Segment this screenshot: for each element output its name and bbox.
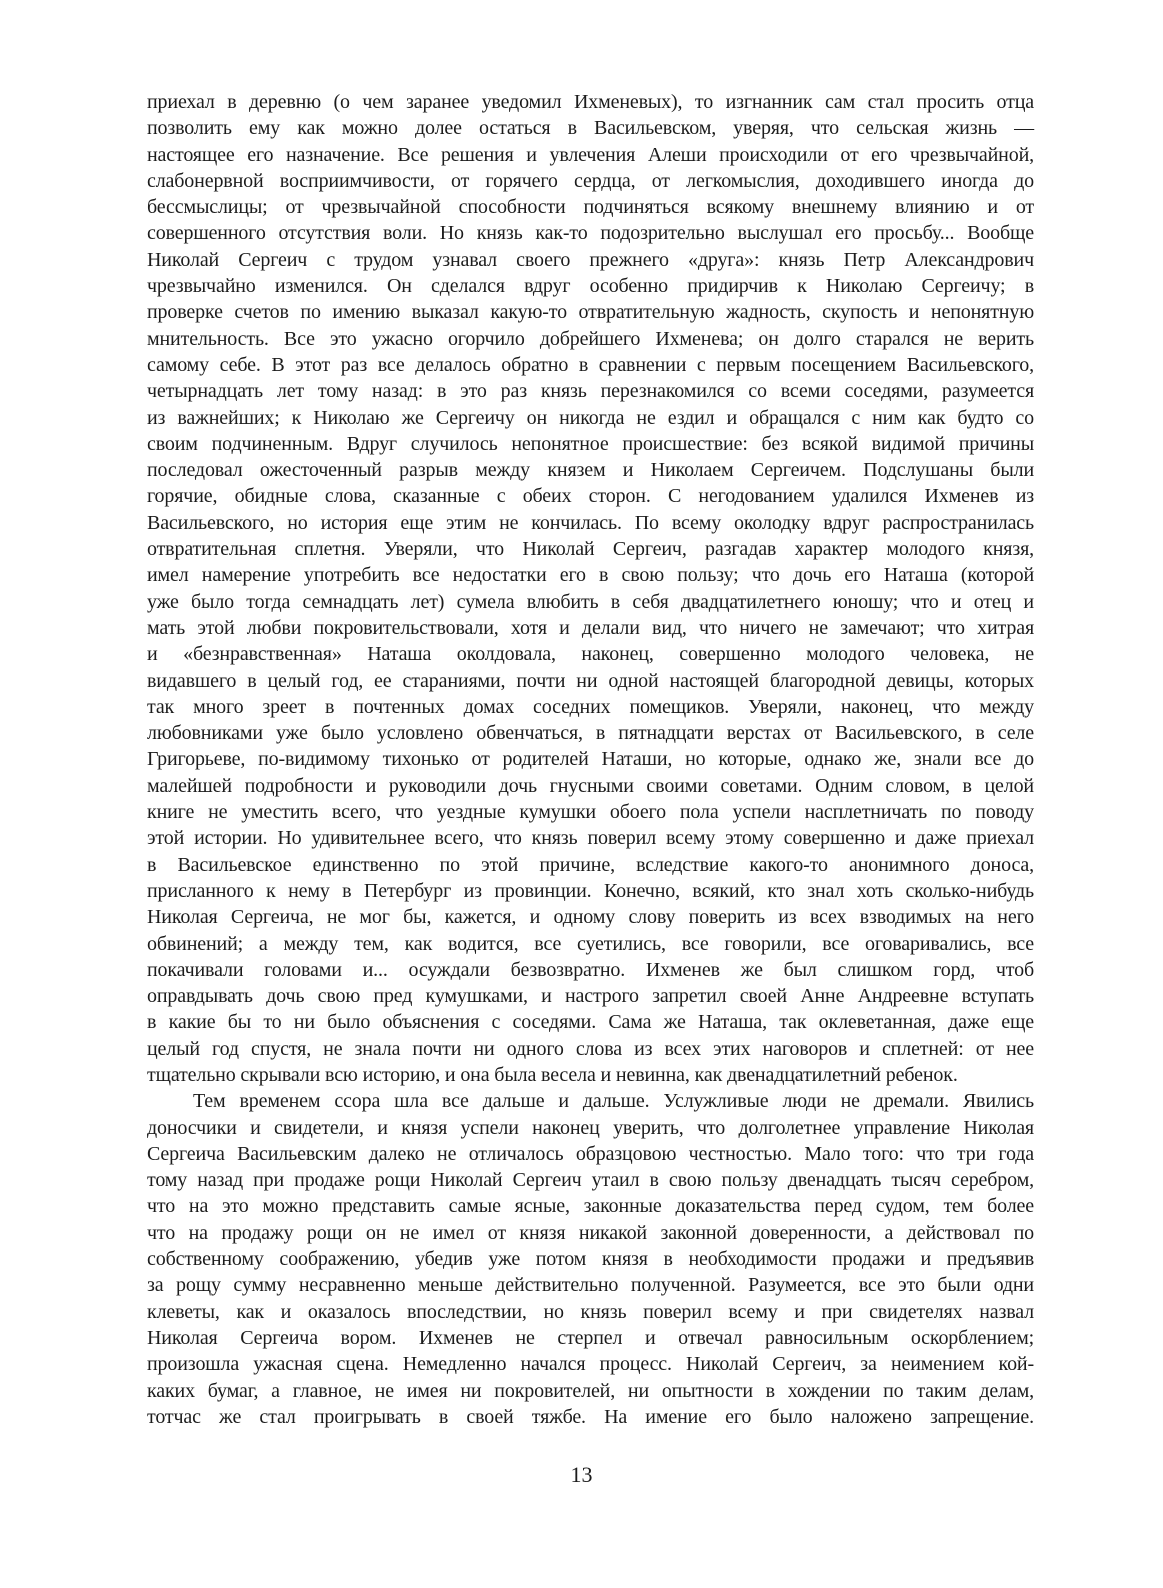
- text-line: малейшей подробности и руководили дочь гнусными своими советами. Одним словом, в целой: [147, 774, 1034, 797]
- text-line: из важнейших; к Николаю же Сергеичу он никогда не ездил и обращался с ним как будто со: [147, 406, 1034, 429]
- text-line: в какие бы то ни было объяснения с соседями. Сама же Наташа, так оклеветанная, даже еще: [147, 1011, 1034, 1034]
- text-line: что на это можно представить самые ясные, законные доказательства перед судом, тем более: [147, 1195, 1034, 1218]
- text-line: своим подчиненным. Вдруг случилось непонятное происшествие: без всякой видимой причины: [147, 432, 1034, 455]
- text-line: совершенного отсутствия воли. Но князь как-то подозрительно выслушал его просьбу... Вообще: [147, 222, 1034, 245]
- text-line: в Васильевское единственно по этой причине, вследствие какого-то анонимного доноса,: [147, 853, 1034, 876]
- text-line: горячие, обидные слова, сказанные с обеих сторон. С негодованием удалился Ихменев из: [147, 485, 1034, 508]
- body-text: [147, 89, 1034, 1430]
- text-line: обвинений; а между тем, как водится, все суетились, все говорили, все оговаривались, все: [147, 932, 1034, 955]
- text-line: бессмыслицы; от чрезвычайной способности подчиняться всякому внешнему влиянию и от: [147, 196, 1034, 219]
- text-line: Григорьеве, по-видимому тихонько от родителей Наташи, но которые, однако же, знали все до: [147, 748, 1034, 771]
- text-line: так много зреет в почтенных домах соседних помещиков. Уверяли, наконец, что между: [147, 695, 1034, 718]
- text-line: целый год спустя, не знала почти ни одного слова из всех этих наговоров и сплетней: от нее: [147, 1037, 1034, 1060]
- text-line: видавшего в целый год, ее стараниями, почти ни одной настоящей благородной девицы, которых: [147, 669, 1034, 692]
- text-line: и «безнравственная» Наташа околдовала, наконец, совершенно молодого человека, не: [147, 643, 1034, 666]
- text-line: слабонервной восприимчивости, от горячего сердца, от легкомыслия, доходившего иногда до: [147, 169, 1034, 192]
- text-line: Сергеича Васильевским далеко не отличалось образцовою честностью. Мало того: что три года: [147, 1142, 1034, 1165]
- text-line: этой истории. Но удивительнее всего, что князь поверил всему этому совершенно и даже приехал: [147, 827, 1034, 850]
- text-line: что на продажу рощи он не имел от князя никакой законной доверенности, а действовал по: [147, 1221, 1034, 1244]
- text-line: мать этой любви покровительствовали, хотя и делали вид, что ничего не замечают; что хитрая: [147, 616, 1034, 639]
- text-line: за рощу сумму несравненно меньше действительно полученной. Разумеется, все это были одни: [147, 1274, 1034, 1297]
- text-line: настоящее его назначение. Все решения и увлечения Алеши происходили от его чрезвычайной,: [147, 143, 1034, 166]
- text-line: Тем временем ссора шла все дальше и дальше. Услужливые люди не дремали. Явились: [193, 1090, 1034, 1113]
- text-line: чрезвычайно изменился. Он сделался вдруг особенно придирчив к Николаю Сергеичу; в: [147, 275, 1034, 298]
- text-line: Васильевского, но история еще этим не кончилась. По всему околодку вдруг распространилась: [147, 511, 1034, 534]
- text-line: четырнадцать лет тому назад: в это раз князь перезнакомился со всеми соседями, разумеется: [147, 380, 1034, 403]
- text-line: приехал в деревню (о чем заранее уведомил Ихменевых), то изгнанник сам стал просить отца: [147, 91, 1034, 113]
- text-line: доносчики и свидетели, и князя успели наконец уверить, что долголетнее управление Николая: [147, 1116, 1034, 1139]
- text-line: самому себе. В этот раз все делалось обратно в сравнении с первым посещением Васильевского,: [147, 353, 1034, 376]
- text-line: присланного к нему в Петербург из провинции. Конечно, всякий, кто знал хоть сколько-нибудь: [147, 879, 1034, 902]
- page-number: 13: [570, 1462, 593, 1487]
- text-line: отвратительная сплетня. Уверяли, что Николай Сергеич, разгадав характер молодого князя,: [147, 538, 1034, 561]
- text-line: имел намерение употребить все недостатки его в свою пользу; что дочь его Наташа (которой: [147, 564, 1034, 587]
- text-line: Николая Сергеича, не мог бы, кажется, и одному слову поверить из всех взводимых на него: [147, 906, 1034, 929]
- text-line: каких бумаг, а главное, не имея ни покровителей, ни опытности в хождении по таким делам,: [147, 1379, 1034, 1402]
- text-line: тщательно скрывали всю историю, и она была весела и невинна, как двенадцатилетний ребенок.: [147, 1063, 958, 1086]
- text-line: последовал ожесточенный разрыв между князем и Николаем Сергеичем. Подслушаны были: [147, 459, 1034, 482]
- text-line: покачивали головами и... осуждали безвозвратно. Ихменев же был слишком горд, чтоб: [147, 958, 1034, 981]
- text-line: любовниками уже было условлено обвенчаться, в пятнадцати верстах от Васильевского, в селе: [147, 722, 1034, 745]
- text-line: оправдывать дочь свою пред кумушками, и настрого запретил своей Анне Андреевне вступать: [147, 985, 1034, 1008]
- text-line: собственному соображению, убедив уже потом князя в необходимости продажи и предъявив: [147, 1248, 1034, 1271]
- text-line: Николая Сергеича вором. Ихменев не стерпел и отвечал равносильным оскорблением;: [147, 1326, 1034, 1349]
- text-line: книге не уместить всего, что уездные кумушки обоего пола успели насплетничать по поводу: [147, 801, 1034, 824]
- text-line: мнительность. Все это ужасно огорчило добрейшего Ихменева; он долго старался не верить: [147, 327, 1034, 350]
- text-line: тому назад при продаже рощи Николай Сергеич утаил в свою пользу двенадцать тысяч серебром,: [147, 1169, 1034, 1192]
- text-line: произошла ужасная сцена. Немедленно начался процесс. Николай Сергеич, за неимением кой-: [147, 1353, 1034, 1376]
- text-line: клеветы, как и оказалось впоследствии, но князь поверил всему и при свидетелях назвал: [147, 1300, 1034, 1323]
- text-line: Николай Сергеич с трудом узнавал своего прежнего «друга»: князь Петр Александрович: [147, 248, 1034, 271]
- text-line: позволить ему как можно долее остаться в Васильевском, уверяя, что сельская жизнь —: [147, 117, 1034, 140]
- text-line: тотчас же стал проигрывать в своей тяжбе. На имение его было наложено запрещение.: [147, 1405, 1034, 1428]
- text-line: проверке счетов по имению выказал какую-то отвратительную жадность, скупость и непонятную: [147, 301, 1034, 324]
- text-line: уже было тогда семнадцать лет) сумела влюбить в себя двадцатилетнего юношу; что и отец и: [147, 590, 1034, 613]
